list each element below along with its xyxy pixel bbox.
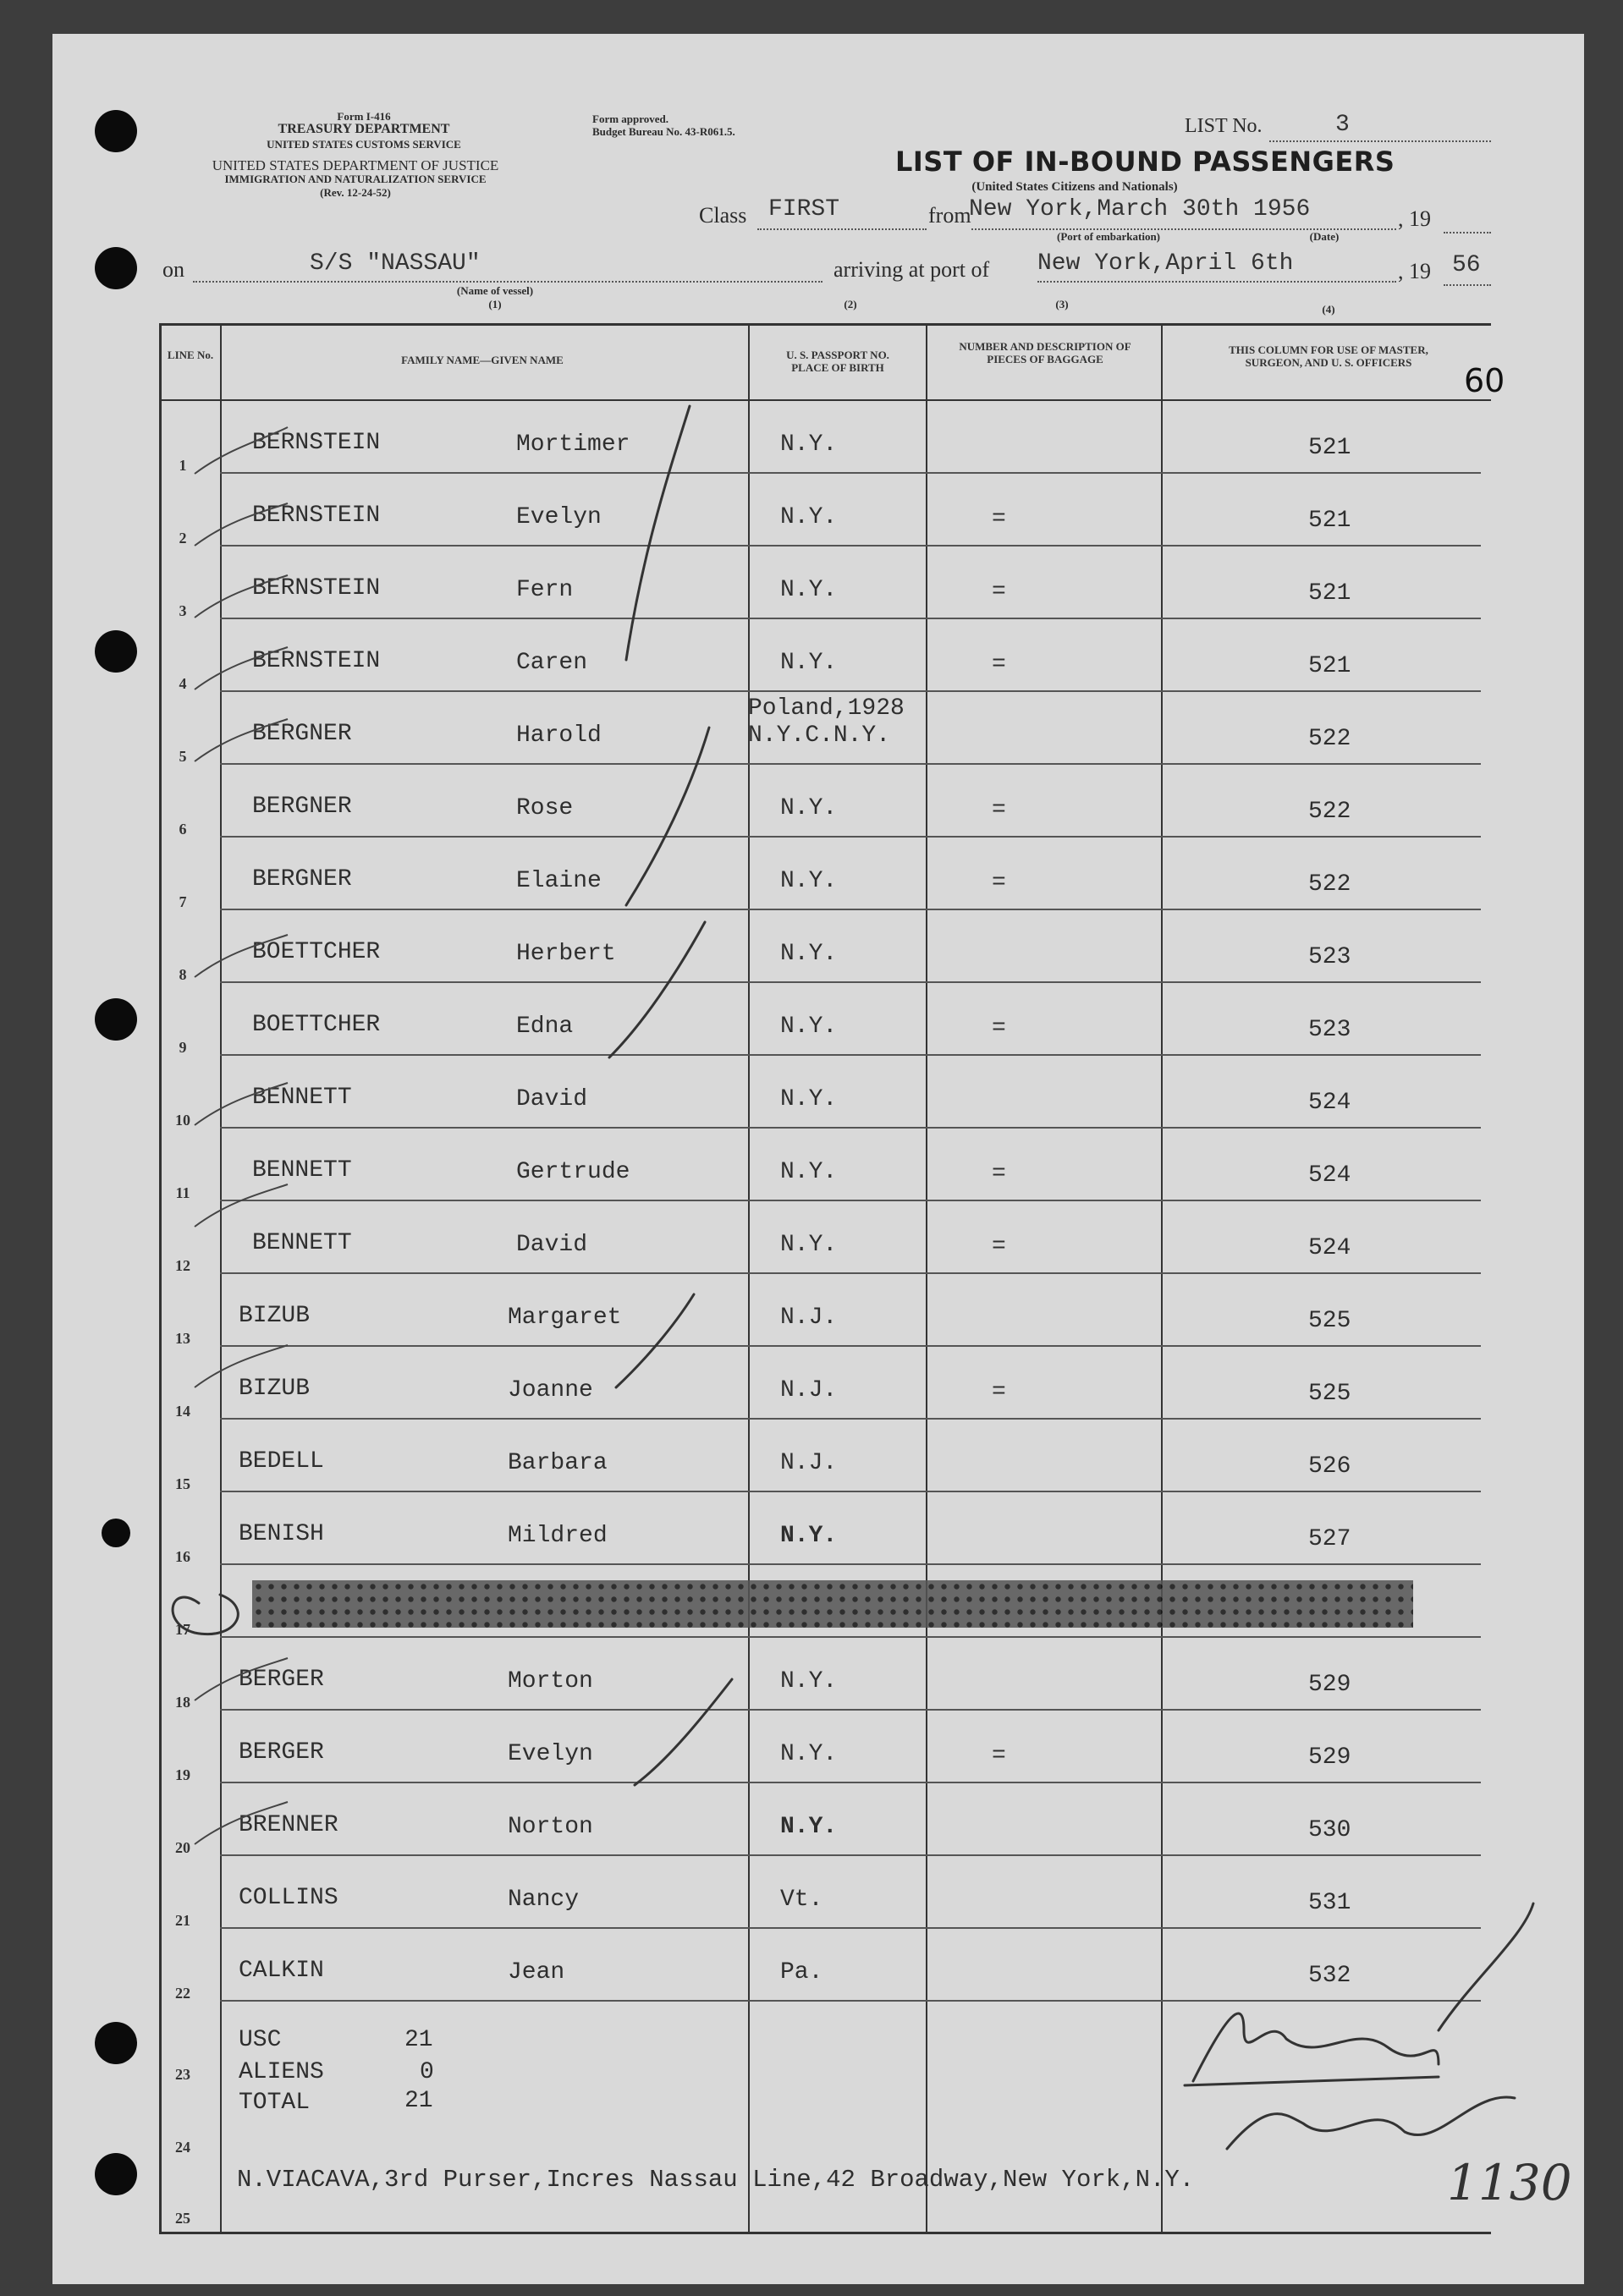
line-number: 4 xyxy=(179,675,187,692)
line-number: 12 xyxy=(175,1257,190,1274)
officer-code: 531 xyxy=(1308,1890,1351,1916)
place-of-birth-2: N.Y.C.N.Y. xyxy=(748,722,891,749)
year-value-2: 56 xyxy=(1452,252,1481,278)
family-name: BIZUB xyxy=(239,1303,311,1329)
given-name: Evelyn xyxy=(508,1741,593,1767)
col-marker-4: (4) xyxy=(1322,303,1335,316)
on-label: on xyxy=(162,257,184,282)
given-name: Rose xyxy=(516,795,574,821)
family-name: BERNSTEIN xyxy=(252,503,381,529)
col-header-line: LINE No. xyxy=(167,349,214,361)
family-name: BERGNER xyxy=(252,794,352,820)
line-number: 19 xyxy=(175,1766,190,1783)
officer-code: 529 xyxy=(1308,1744,1351,1771)
officer-code: 522 xyxy=(1308,871,1351,898)
baggage-ditto: = xyxy=(992,579,1006,605)
baggage-ditto: = xyxy=(992,1379,1006,1405)
date-caption: (Date) xyxy=(1309,230,1340,243)
family-name: BOETTCHER xyxy=(252,1012,381,1038)
line-number: 23 xyxy=(175,2066,190,2083)
place-of-birth: N.J. xyxy=(780,1305,838,1331)
line-number: 3 xyxy=(179,602,187,619)
line-number: 11 xyxy=(175,1184,190,1201)
given-name: Margaret xyxy=(508,1305,622,1331)
place-of-birth: N.Y. xyxy=(780,504,838,530)
line-number: 20 xyxy=(175,1839,190,1856)
given-name: David xyxy=(516,1232,588,1258)
officer-code: 522 xyxy=(1308,799,1351,825)
list-no-value: 3 xyxy=(1335,112,1350,138)
family-name: BENISH xyxy=(239,1521,324,1547)
family-name: BEDELL xyxy=(239,1448,324,1475)
aliens-label: ALIENS xyxy=(239,2059,324,2085)
dept-justice: UNITED STATES DEPARTMENT OF JUSTICE xyxy=(212,157,499,173)
family-name: BERNSTEIN xyxy=(252,648,381,674)
given-name: Mildred xyxy=(508,1523,608,1549)
place-of-birth: N.Y. xyxy=(780,431,838,458)
given-name: Barbara xyxy=(508,1450,608,1476)
line-number: 14 xyxy=(175,1403,190,1420)
baggage-ditto: = xyxy=(992,1743,1006,1769)
given-name: Nancy xyxy=(508,1887,580,1913)
family-name: COLLINS xyxy=(239,1885,338,1911)
line-number: 15 xyxy=(175,1475,190,1492)
place-of-birth: N.Y. xyxy=(780,1668,838,1695)
family-name: BOETTCHER xyxy=(252,939,381,965)
purser-footer: N.VIACAVA,3rd Purser,Incres Nassau Line,42 Broadway,New York,N.Y. xyxy=(237,2166,1195,2194)
family-name: BENNETT xyxy=(252,1157,352,1184)
col-marker-1: (1) xyxy=(488,298,502,310)
given-name: Mortimer xyxy=(516,431,630,458)
col-marker-2: (2) xyxy=(844,298,857,310)
page-number: 60 xyxy=(1464,362,1505,399)
place-of-birth: N.Y. xyxy=(780,577,838,603)
col-marker-3: (3) xyxy=(1055,298,1069,310)
officer-code: 530 xyxy=(1308,1817,1351,1843)
place-of-birth: N.Y. xyxy=(780,1232,838,1258)
line-number: 21 xyxy=(175,1912,190,1929)
dept-treasury: TREASURY DEPARTMENT xyxy=(278,122,450,136)
col-header-baggage: NUMBER AND DESCRIPTION OF PIECES OF BAGGAGE xyxy=(959,340,1131,365)
officer-code: 525 xyxy=(1308,1308,1351,1334)
given-name: Edna xyxy=(516,1013,574,1040)
baggage-ditto: = xyxy=(992,1161,1006,1187)
place-of-birth: N.Y. xyxy=(780,1814,838,1840)
form-number: Form I-416 xyxy=(337,110,391,123)
line-number: 1 xyxy=(179,457,187,474)
vessel-caption: (Name of vessel) xyxy=(456,284,534,297)
line-number: 22 xyxy=(175,1985,190,2002)
given-name: Fern xyxy=(516,577,574,603)
family-name: BENNETT xyxy=(252,1230,352,1256)
officer-code: 521 xyxy=(1308,435,1351,461)
officer-code: 532 xyxy=(1308,1963,1351,1989)
given-name: Gertrude xyxy=(516,1159,630,1185)
usc-label: USC xyxy=(239,2027,282,2053)
form-approved: Form approved. xyxy=(592,113,669,125)
officer-code: 523 xyxy=(1308,944,1351,970)
officer-code: 524 xyxy=(1308,1090,1351,1116)
line-number: 18 xyxy=(175,1694,190,1711)
officer-code: 521 xyxy=(1308,508,1351,534)
place-of-birth: Poland,1928 xyxy=(748,695,905,722)
given-name: Joanne xyxy=(508,1377,593,1403)
class-label: Class xyxy=(699,203,747,228)
place-of-birth: N.J. xyxy=(780,1450,838,1476)
place-of-birth: Vt. xyxy=(780,1887,823,1913)
place-of-birth: Pa. xyxy=(780,1959,823,1986)
col-header-passport: U. S. PASSPORT NO. PLACE OF BIRTH xyxy=(786,349,889,374)
line-number: 9 xyxy=(179,1039,187,1056)
dept-treasury-sub: UNITED STATES CUSTOMS SERVICE xyxy=(267,138,461,151)
col-header-officer: THIS COLUMN FOR USE OF MASTER, SURGEON, AND U. S. OFFICERS xyxy=(1229,343,1428,369)
line-number: 5 xyxy=(179,748,187,765)
from-value: New York,March 30th 1956 xyxy=(969,196,1311,222)
family-name: BERNSTEIN xyxy=(252,430,381,456)
document-subtitle: (United States Citizens and Nationals) xyxy=(971,180,1178,194)
line-number: 10 xyxy=(175,1112,190,1129)
line-number: 7 xyxy=(179,893,187,910)
officer-code: 524 xyxy=(1308,1235,1351,1261)
officer-code: 521 xyxy=(1308,580,1351,607)
given-name: David xyxy=(516,1086,588,1112)
baggage-ditto: = xyxy=(992,870,1006,896)
family-name: BERGER xyxy=(239,1739,324,1766)
place-of-birth: N.Y. xyxy=(780,1741,838,1767)
list-no-label: LIST No. xyxy=(1185,115,1263,137)
baggage-ditto: = xyxy=(992,1015,1006,1041)
col-header-name: FAMILY NAME—GIVEN NAME xyxy=(401,354,564,366)
document-title: LIST OF IN-BOUND PASSENGERS xyxy=(895,146,1395,178)
line-number: 8 xyxy=(179,966,187,983)
officer-code: 527 xyxy=(1308,1526,1351,1552)
vessel-name: S/S "NASSAU" xyxy=(310,250,481,277)
year-label-1: , 19 xyxy=(1398,206,1431,231)
place-of-birth: N.Y. xyxy=(780,868,838,894)
given-name: Caren xyxy=(516,650,588,676)
baggage-ditto: = xyxy=(992,506,1006,532)
aliens-count: 0 xyxy=(420,2059,434,2085)
officer-code: 526 xyxy=(1308,1453,1351,1480)
officer-code: 521 xyxy=(1308,653,1351,679)
place-of-birth: N.Y. xyxy=(780,795,838,821)
line-number: 17 xyxy=(175,1621,190,1638)
given-name: Norton xyxy=(508,1814,593,1840)
family-name: BRENNER xyxy=(239,1812,338,1838)
usc-count: 21 xyxy=(404,2027,433,2053)
budget-bureau: Budget Bureau No. 43-R061.5. xyxy=(592,125,735,138)
arriving-value: New York,April 6th xyxy=(1037,250,1294,277)
line-number: 6 xyxy=(179,821,187,838)
baggage-ditto: = xyxy=(992,651,1006,678)
family-name: BIZUB xyxy=(239,1376,311,1402)
officer-code: 523 xyxy=(1308,1017,1351,1043)
officer-code: 525 xyxy=(1308,1381,1351,1407)
total-label: TOTAL xyxy=(239,2090,311,2116)
line-number: 25 xyxy=(175,2210,190,2227)
given-name: Morton xyxy=(508,1668,593,1695)
place-of-birth: N.Y. xyxy=(780,1013,838,1040)
handwritten-note: 1130 xyxy=(1447,2154,1572,2211)
place-of-birth: N.Y. xyxy=(780,1086,838,1112)
family-name: BERNSTEIN xyxy=(252,575,381,601)
given-name: Jean xyxy=(508,1959,565,1986)
line-number: 16 xyxy=(175,1548,190,1565)
total-count: 21 xyxy=(404,2088,433,2114)
line-number: 24 xyxy=(175,2139,190,2156)
revision: (Rev. 12-24-52) xyxy=(320,186,391,199)
line-number: 13 xyxy=(175,1330,190,1347)
family-name: BERGNER xyxy=(252,866,352,893)
port-caption: (Port of embarkation) xyxy=(1056,230,1161,243)
place-of-birth: N.Y. xyxy=(780,1523,838,1549)
baggage-ditto: = xyxy=(992,1233,1006,1260)
officer-code: 529 xyxy=(1308,1672,1351,1698)
family-name: CALKIN xyxy=(239,1958,324,1984)
baggage-ditto: = xyxy=(992,797,1006,823)
given-name: Herbert xyxy=(516,941,616,967)
place-of-birth: N.J. xyxy=(780,1377,838,1403)
place-of-birth: N.Y. xyxy=(780,650,838,676)
dept-justice-sub: IMMIGRATION AND NATURALIZATION SERVICE xyxy=(224,173,487,185)
officer-code: 522 xyxy=(1308,726,1351,752)
place-of-birth: N.Y. xyxy=(780,1159,838,1185)
given-name: Elaine xyxy=(516,868,602,894)
given-name: Evelyn xyxy=(516,504,602,530)
year-label-2: , 19 xyxy=(1398,259,1431,283)
family-name: BERGNER xyxy=(252,721,352,747)
arriving-label: arriving at port of xyxy=(834,257,990,282)
line-number: 2 xyxy=(179,530,187,547)
place-of-birth: N.Y. xyxy=(780,941,838,967)
class-value: FIRST xyxy=(768,196,840,222)
given-name: Harold xyxy=(516,722,602,749)
family-name: BENNETT xyxy=(252,1085,352,1111)
officer-code: 524 xyxy=(1308,1162,1351,1189)
from-label: from xyxy=(928,203,971,228)
family-name: BERGER xyxy=(239,1667,324,1693)
